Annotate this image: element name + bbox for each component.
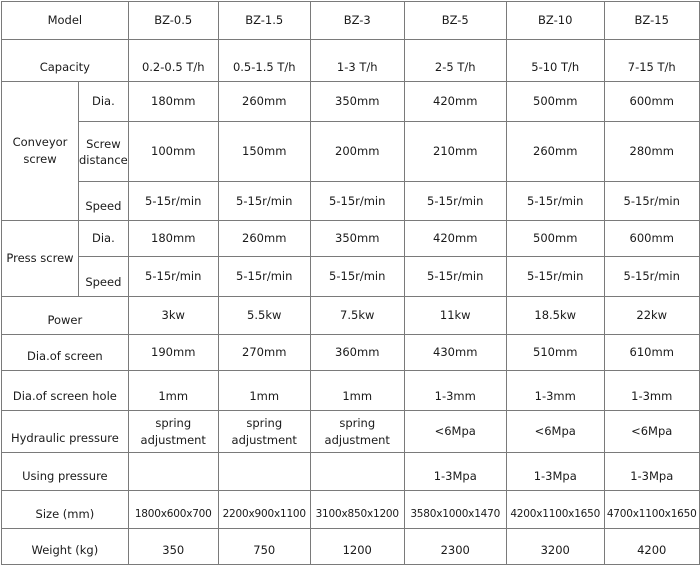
table-cell: 3580x1000x1470 xyxy=(404,491,506,529)
table-cell: 5-15r/min xyxy=(506,257,604,297)
table-cell: spring adjustment xyxy=(310,411,404,453)
table-cell: 350 xyxy=(128,529,218,565)
table-cell: 0.2-0.5 T/h xyxy=(128,40,218,82)
row-label-using-pressure: Using pressure xyxy=(2,453,129,491)
table-cell: 5-15r/min xyxy=(128,182,218,221)
table-cell xyxy=(218,453,310,491)
row-label-screw-distance: Screw distance xyxy=(79,122,129,182)
table-cell: 5-15r/min xyxy=(404,182,506,221)
table-cell: spring adjustment xyxy=(128,411,218,453)
table-cell: 1-3 T/h xyxy=(310,40,404,82)
table-row xyxy=(2,529,700,565)
table-cell: 350mm xyxy=(310,221,404,257)
table-cell: 3kw xyxy=(128,297,218,335)
spec-table xyxy=(1,1,700,565)
table-cell: 510mm xyxy=(506,335,604,371)
table-cell: 2300 xyxy=(404,529,506,565)
row-label-capacity: Capacity xyxy=(2,40,129,82)
table-cell xyxy=(128,453,218,491)
table-cell: spring adjustment xyxy=(218,411,310,453)
table-cell: 5-15r/min xyxy=(506,182,604,221)
table-cell: 1200 xyxy=(310,529,404,565)
table-cell: 1-3mm xyxy=(604,371,699,411)
table-cell: 600mm xyxy=(604,221,699,257)
table-cell: 4200x1100x1650 xyxy=(506,491,604,529)
table-cell: 5-10 T/h xyxy=(506,40,604,82)
table-cell: 1-3mm xyxy=(506,371,604,411)
table-cell: 360mm xyxy=(310,335,404,371)
model-header: BZ-10 xyxy=(506,2,604,40)
header-row xyxy=(2,2,700,40)
table-cell: 2200x900x1100 xyxy=(218,491,310,529)
table-row xyxy=(2,122,700,182)
row-label-dia-screen-hole: Dia.of screen hole xyxy=(2,371,129,411)
row-label-press-dia: Dia. xyxy=(79,221,129,257)
group-label-press-screw: Press screw xyxy=(2,221,79,297)
group-label-conveyor-screw: Conveyor screw xyxy=(2,82,79,221)
table-cell: 1mm xyxy=(310,371,404,411)
table-cell: 200mm xyxy=(310,122,404,182)
table-cell: <6Mpa xyxy=(604,411,699,453)
row-label-weight: Weight (kg) xyxy=(2,529,129,565)
table-cell: 420mm xyxy=(404,82,506,122)
table-row xyxy=(2,335,700,371)
row-label-press-speed: Speed xyxy=(79,257,129,297)
table-cell: 420mm xyxy=(404,221,506,257)
model-header: BZ-1.5 xyxy=(218,2,310,40)
model-header: BZ-3 xyxy=(310,2,404,40)
table-row xyxy=(2,257,700,297)
table-cell: 7-15 T/h xyxy=(604,40,699,82)
model-header: BZ-0.5 xyxy=(128,2,218,40)
table-cell: 18.5kw xyxy=(506,297,604,335)
table-cell: 1mm xyxy=(128,371,218,411)
table-cell: 500mm xyxy=(506,82,604,122)
model-header: BZ-5 xyxy=(404,2,506,40)
table-cell: 180mm xyxy=(128,82,218,122)
row-label-power: Power xyxy=(2,297,129,335)
table-cell: 3200 xyxy=(506,529,604,565)
table-cell: 610mm xyxy=(604,335,699,371)
row-label-size: Size (mm) xyxy=(2,491,129,529)
table-cell: 7.5kw xyxy=(310,297,404,335)
table-cell: 5-15r/min xyxy=(128,257,218,297)
table-cell: 3100x850x1200 xyxy=(310,491,404,529)
table-cell: 5-15r/min xyxy=(218,257,310,297)
table-cell: 1-3Mpa xyxy=(506,453,604,491)
table-row xyxy=(2,453,700,491)
table-cell: 0.5-1.5 T/h xyxy=(218,40,310,82)
row-label-conveyor-dia: Dia. xyxy=(79,82,129,122)
table-cell: 270mm xyxy=(218,335,310,371)
table-cell: 1800x600x700 xyxy=(128,491,218,529)
table-cell: 750 xyxy=(218,529,310,565)
table-cell: 1-3Mpa xyxy=(604,453,699,491)
table-row xyxy=(2,297,700,335)
table-cell: 350mm xyxy=(310,82,404,122)
table-row xyxy=(2,221,700,257)
table-cell: 180mm xyxy=(128,221,218,257)
table-cell: 600mm xyxy=(604,82,699,122)
table-cell: 5-15r/min xyxy=(604,182,699,221)
table-cell: 5-15r/min xyxy=(310,257,404,297)
row-label-hydraulic-pressure: Hydraulic pressure xyxy=(2,411,129,453)
table-cell: 100mm xyxy=(128,122,218,182)
row-label-conveyor-speed: Speed xyxy=(79,182,129,221)
table-cell: 2-5 T/h xyxy=(404,40,506,82)
header-label: Model xyxy=(2,2,129,40)
table-row xyxy=(2,40,700,82)
table-cell: 4200 xyxy=(604,529,699,565)
table-row xyxy=(2,182,700,221)
table-cell: <6Mpa xyxy=(506,411,604,453)
table-cell xyxy=(310,453,404,491)
table-row xyxy=(2,491,700,529)
table-cell: 5-15r/min xyxy=(218,182,310,221)
table-row xyxy=(2,371,700,411)
table-cell: 5-15r/min xyxy=(604,257,699,297)
table-cell: 280mm xyxy=(604,122,699,182)
table-cell: 22kw xyxy=(604,297,699,335)
row-label-dia-screen: Dia.of screen xyxy=(2,335,129,371)
table-cell: 5-15r/min xyxy=(404,257,506,297)
table-cell: 11kw xyxy=(404,297,506,335)
table-cell: 1mm xyxy=(218,371,310,411)
table-cell: 260mm xyxy=(218,82,310,122)
table-cell: 4700x1100x1650 xyxy=(604,491,699,529)
table-cell: 210mm xyxy=(404,122,506,182)
table-cell: 1-3mm xyxy=(404,371,506,411)
table-row xyxy=(2,82,700,122)
table-cell: 260mm xyxy=(506,122,604,182)
table-cell: 260mm xyxy=(218,221,310,257)
model-header: BZ-15 xyxy=(604,2,699,40)
table-cell: 5-15r/min xyxy=(310,182,404,221)
table-row xyxy=(2,411,700,453)
table-cell: 1-3Mpa xyxy=(404,453,506,491)
table-cell: 430mm xyxy=(404,335,506,371)
table-cell: 190mm xyxy=(128,335,218,371)
table-cell: 500mm xyxy=(506,221,604,257)
table-cell: <6Mpa xyxy=(404,411,506,453)
table-cell: 150mm xyxy=(218,122,310,182)
table-cell: 5.5kw xyxy=(218,297,310,335)
